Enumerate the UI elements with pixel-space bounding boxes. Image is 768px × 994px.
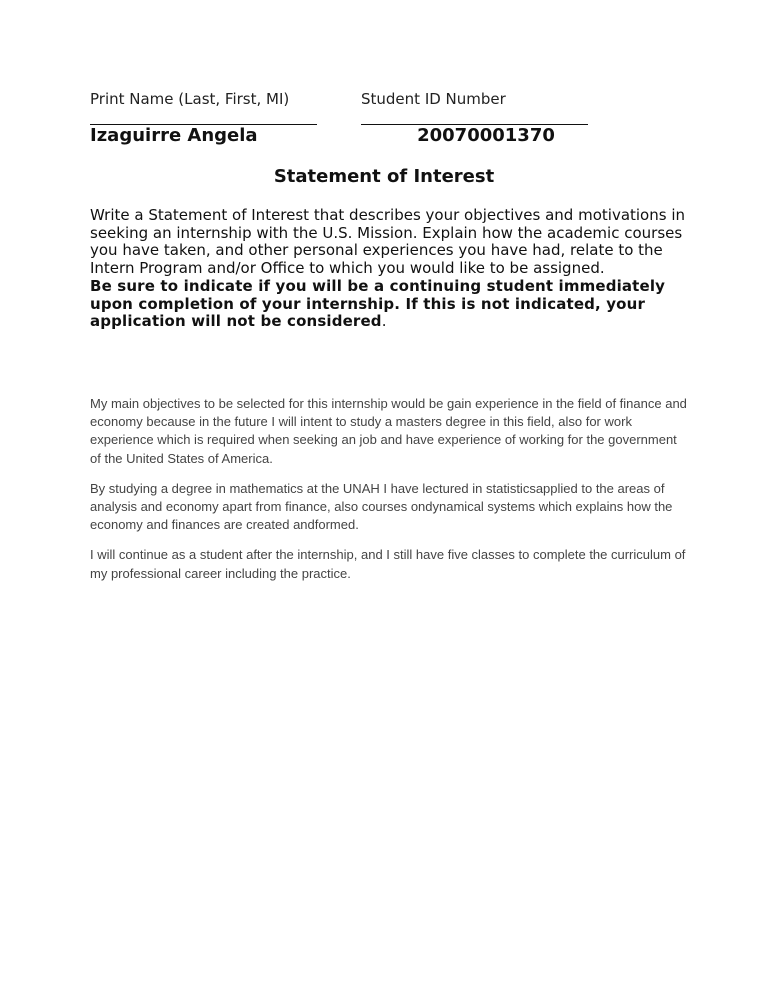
instructions-warning-bold: Be sure to indicate if you will be a continuing student immediately upon completion of your internship. If this is not indicated, your application will not be considered [90,276,666,331]
print-name-value: Izaguirre Angela [90,125,258,146]
instructions-text: Write a Statement of Interest that describes your objectives and motivations in seeking an internship with the U.S. Mission. Explain how the academic courses you have taken, and other personal experiences you have had, relate to the Intern Program and/or Office to which you would like to be assigned. [90,206,685,278]
student-id-value: 20070001370 [417,125,555,146]
page-title: Statement of Interest [273,166,495,187]
student-id-label: Student ID Number [361,90,506,108]
instructions-warning [90,278,690,331]
print-name-label: Print Name (Last, First, MI) [90,90,290,108]
statement-paragraph: My main objectives to be selected for this internship would be gain experience in the field of finance and economy because in the future I will intent to study a masters degree in this field, also for work experience which is required when seeking an job and have experience of working for the government of the United States of America. [90,396,687,466]
instructions-warning-end: . [381,312,387,331]
statement-paragraph: I will continue as a student after the internship, and I still have five classes to complete the curriculum of my professional career including the practice. [90,547,686,581]
statement-body [90,395,690,583]
instructions-block [90,207,690,331]
statement-paragraph: By studying a degree in mathematics at the UNAH I have lectured in statisticsapplied to the areas of analysis and economy apart from finance, also courses ondynamical systems which explains how the economy and finances are created andformed. [90,480,673,533]
